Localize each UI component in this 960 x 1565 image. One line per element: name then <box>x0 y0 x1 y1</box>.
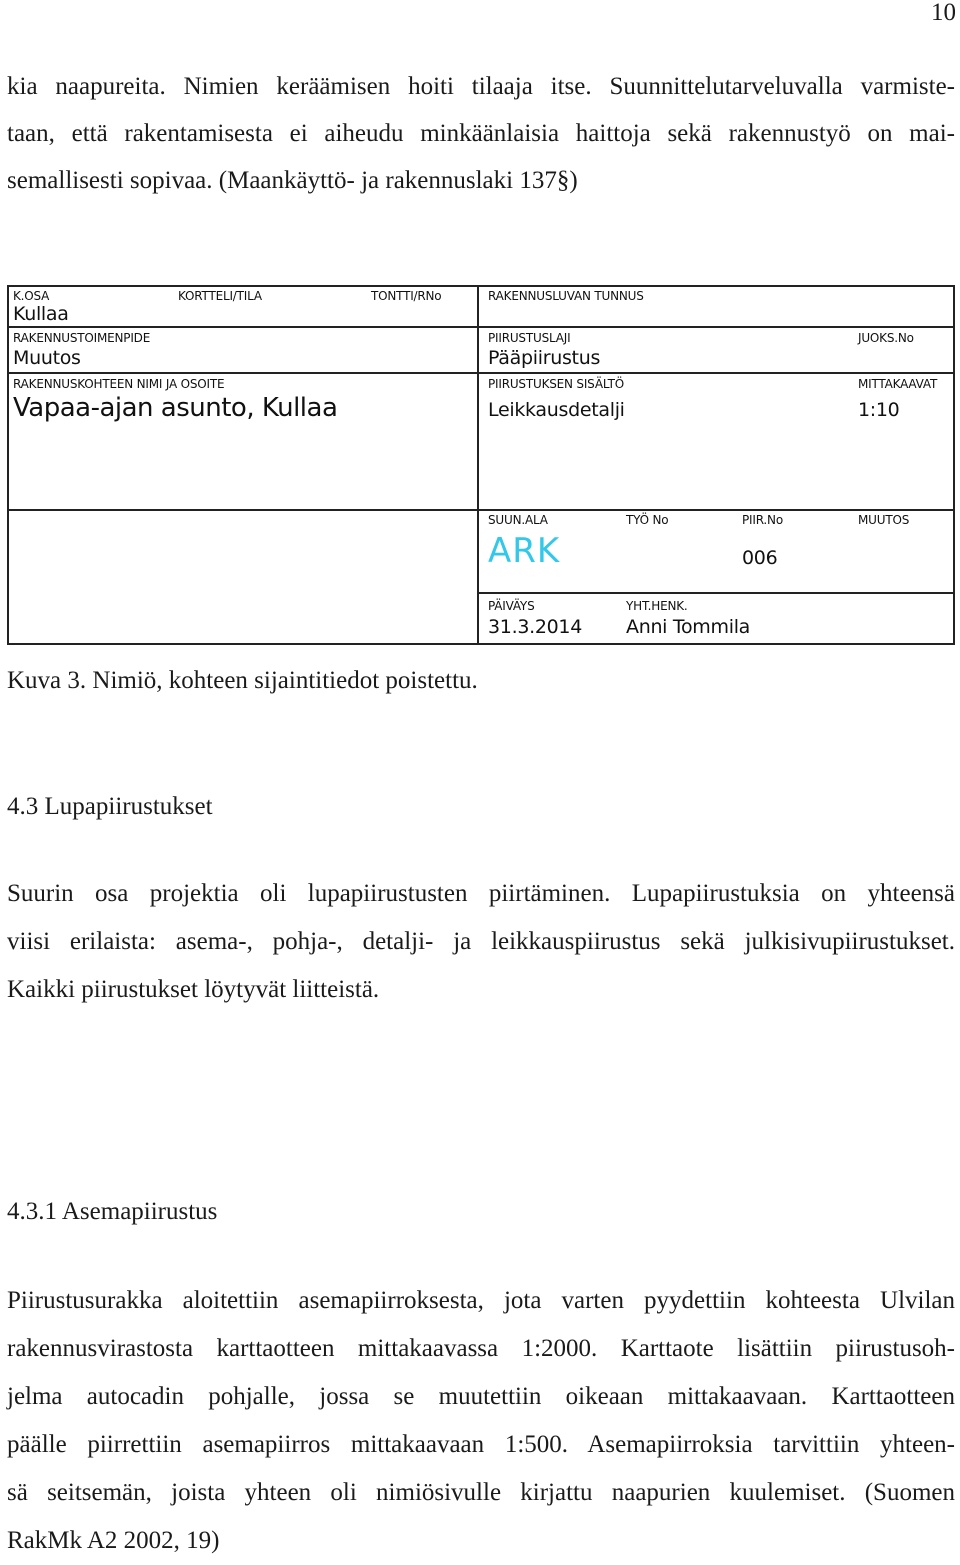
kortteli-label: KORTTELI/TILA <box>178 289 262 303</box>
piirustuslaji-value: Pääpiirustus <box>488 347 601 369</box>
intro-paragraph <box>7 63 955 204</box>
section-heading-4-3-1: 4.3.1 Asemapiirustus <box>7 1198 218 1225</box>
k-osa-value: Kullaa <box>13 303 69 325</box>
sisalto-label: PIIRUSTUKSEN SISÄLTÖ <box>488 377 625 391</box>
piirustuslaji-label: PIIRUSTUSLAJI <box>488 331 571 345</box>
mittakaava-label: MITTAKAAVAT <box>858 377 938 391</box>
yht-henk-label: YHT.HENK. <box>626 599 688 613</box>
paragraph-line: jelma autocadin pohjalle, jossa se muutettiin oikeaan mittakaavaan. Karttaotteen <box>7 1383 955 1410</box>
paragraph-line: päälle piirrettiin asemapiirros mittakaavaan 1:500. Asemapiirroksia tarvittiin yhteen- <box>7 1431 955 1458</box>
section-4-3-paragraph <box>7 870 955 1014</box>
suun-ala-value: ARK <box>488 531 561 571</box>
paragraph-line: Kaikki piirustukset löytyvät liitteistä. <box>7 976 380 1003</box>
paragraph-line: Piirustusurakka aloitettiin asemapiirroksesta, jota varten pyydettiin kohteesta Ulvilan <box>7 1287 955 1314</box>
suun-ala-label: SUUN.ALA <box>488 513 548 527</box>
piir-label: PIIR.No <box>742 513 783 527</box>
mittakaava-value: 1:10 <box>858 399 900 421</box>
kohde-value: Vapaa-ajan asunto, Kullaa <box>13 393 338 423</box>
paivays-value: 31.3.2014 <box>488 616 582 638</box>
paragraph-line: sä seitsemän, joista yhteen oli nimiösivulle kirjattu naapurien kuulemiset. (Suomen <box>7 1479 955 1506</box>
k-osa-label: K.OSA <box>13 289 50 303</box>
tontti-label: TONTTI/RNo <box>371 289 442 303</box>
intro-line: taan, että rakentamisesta ei aiheudu minkäänlaisia haittoja sekä rakennustyö on mai- <box>7 120 955 147</box>
paragraph-line: RakMk A2 2002, 19) <box>7 1527 220 1554</box>
section-4-3-1-paragraph <box>7 1277 955 1565</box>
juoks-label: JUOKS.No <box>858 331 914 345</box>
paragraph-line: Suurin osa projektia oli lupapiirustusten piirtäminen. Lupapiirustuksia on yhteensä <box>7 880 955 907</box>
intro-line: semallisesti sopivaa. (Maankäyttö- ja rakennuslaki 137§) <box>7 167 578 194</box>
intro-line: kia naapureita. Nimien keräämisen hoiti tilaaja itse. Suunnittelutarveluvalla varmiste- <box>7 73 955 100</box>
figure-caption: Kuva 3. Nimiö, kohteen sijaintitiedot poistettu. <box>7 667 478 694</box>
toimenpide-value: Muutos <box>13 347 81 369</box>
kohde-label: RAKENNUSKOHTEEN NIMI JA OSOITE <box>13 377 225 391</box>
paragraph-line: viisi erilaista: asema-, pohja-, detalji- ja leikkauspiirustus sekä julkisivupiirustukset. <box>7 928 955 955</box>
title-block-drawing <box>7 285 955 645</box>
tyo-label: TYÖ No <box>626 513 669 527</box>
piir-value: 006 <box>742 547 778 569</box>
page-number: 10 <box>931 0 956 26</box>
muutos-label: MUUTOS <box>858 513 910 527</box>
paivays-label: PÄIVÄYS <box>488 599 535 613</box>
paragraph-line: rakennusvirastosta karttaotteen mittakaavassa 1:2000. Karttaote lisättiin piirustusoh- <box>7 1335 955 1362</box>
rakennusluvan-tunnus-label: RAKENNUSLUVAN TUNNUS <box>488 289 644 303</box>
sisalto-value: Leikkausdetalji <box>488 399 625 421</box>
section-heading-4-3: 4.3 Lupapiirustukset <box>7 793 213 820</box>
toimenpide-label: RAKENNUSTOIMENPIDE <box>13 331 151 345</box>
yht-henk-value: Anni Tommila <box>626 616 751 638</box>
